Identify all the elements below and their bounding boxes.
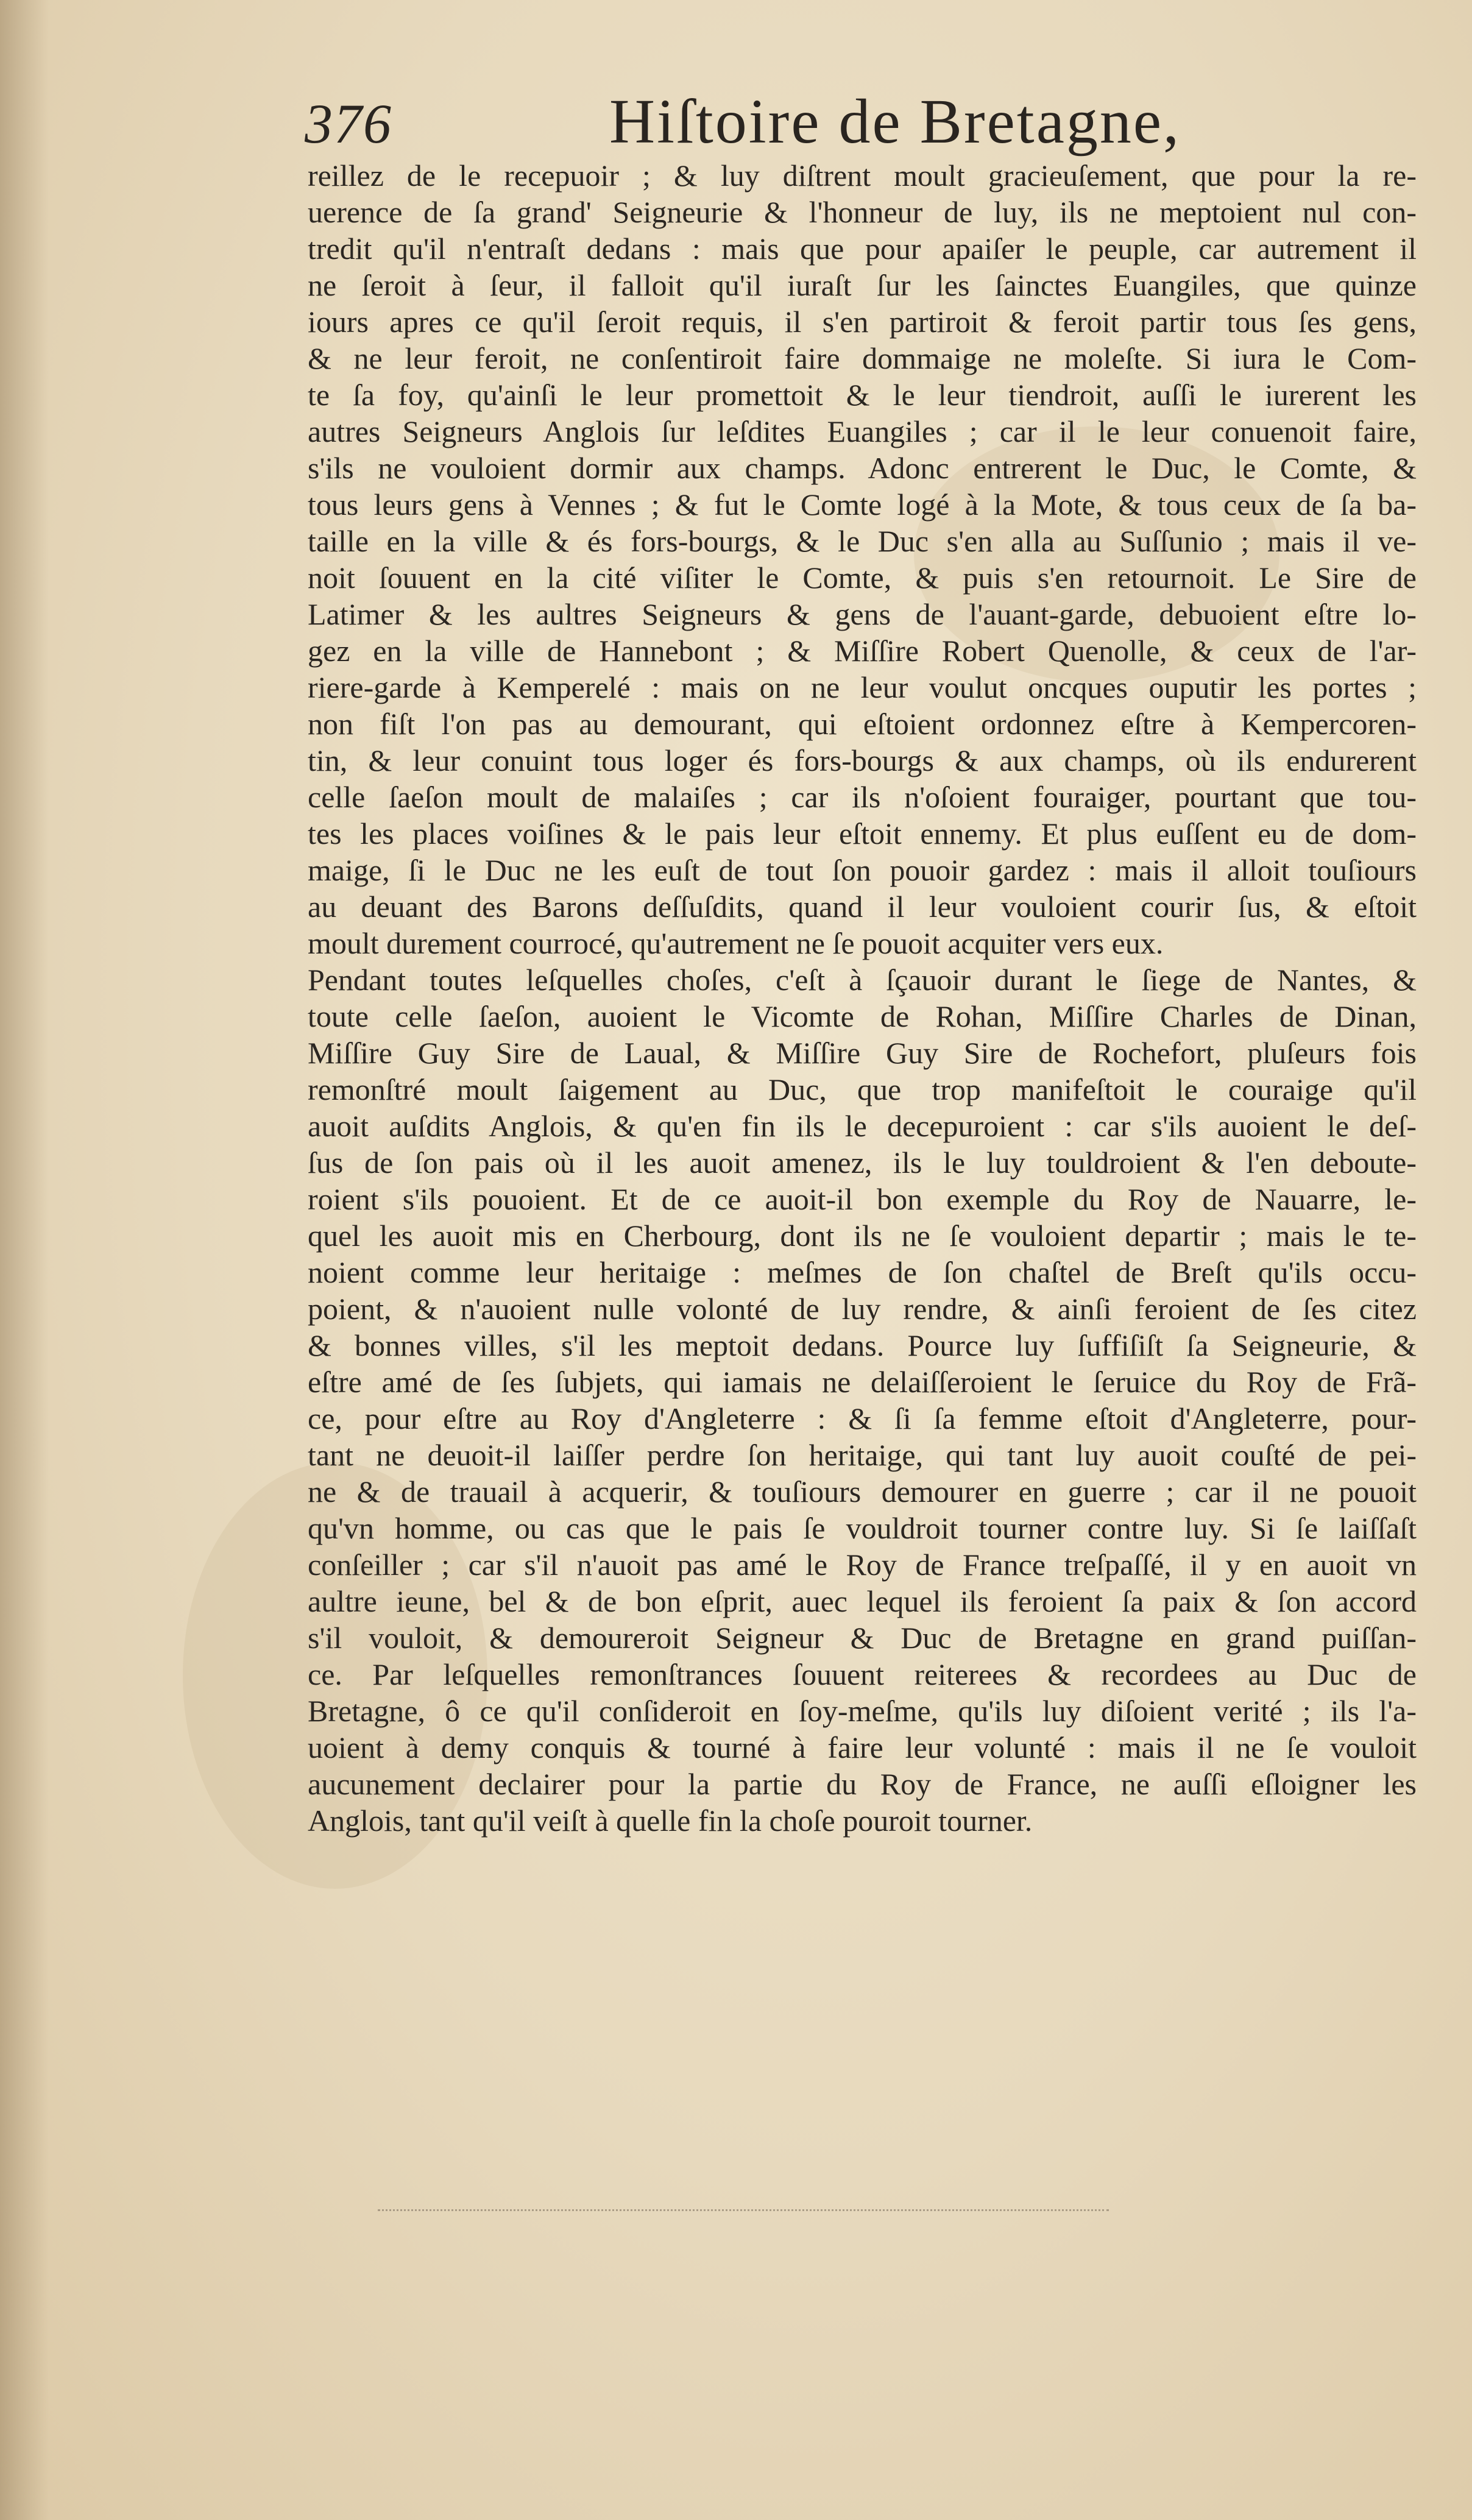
text-line: tant ne deuoit-il laiſſer perdre ſon heritaige, qui tant luy auoit couſté de pei- [308, 1438, 1417, 1472]
text-line: au deuant des Barons deſſuſdits, quand il leur vouloient courir ſus, & eſtoit [308, 890, 1417, 924]
text-line: celle ſaeſon moult de malaiſes ; car ils n'oſoient fouraiger, pourtant que tou- [308, 780, 1417, 814]
text-line: ne ſeroit à ſeur, il falloit qu'il iuraſt ſur les ſainctes Euangiles, que quinze [308, 268, 1417, 302]
text-line: ne & de trauail à acquerir, & touſiours demourer en guerre ; car il ne pouoit [308, 1474, 1417, 1509]
text-line: iours apres ce qu'il ſeroit requis, il s'en partiroit & feroit partir tous ſes gens, [308, 305, 1417, 339]
text-line: roient s'ils pouoient. Et de ce auoit-il bon exemple du Roy de Nauarre, le- [308, 1182, 1417, 1216]
text-line: Miſſire Guy Sire de Laual, & Miſſire Guy Sire de Rochefort, pluſeurs fois [308, 1036, 1417, 1070]
text-line: moult durement courrocé, qu'autrement ne ſe pouoit acquiter vers eux. [308, 926, 1164, 960]
text-line: & bonnes villes, s'il les meptoit dedans. Pource luy ſuffiſiſt ſa Seigneurie, & [308, 1328, 1417, 1362]
text-line: uerence de ſa grand' Seigneurie & l'honneur de luy, ils ne meptoient nul con- [308, 195, 1417, 229]
text-line: qu'vn homme, ou cas que le pais ſe vouldroit tourner contre luy. Si ſe laiſſaſt [308, 1511, 1417, 1545]
text-line: tredit qu'il n'entraſt dedans : mais que pour apaiſer le peuple, car autrement il [308, 232, 1417, 266]
text-line: poient, & n'auoient nulle volonté de luy rendre, & ainſi feroient de ſes citez [308, 1292, 1417, 1326]
text-line: tin, & leur conuint tous loger és fors-bourgs & aux champs, où ils endurerent [308, 743, 1417, 777]
text-line: eſtre amé de ſes ſubjets, qui iamais ne delaiſſeroient le ſeruice du Roy de Frã- [308, 1365, 1417, 1399]
text-line: aultre ieune, bel & de bon eſprit, auec lequel ils feroient ſa paix & ſon accord [308, 1584, 1417, 1618]
text-line: gez en la ville de Hannebont ; & Miſſire Robert Quenolle, & ceux de l'ar- [308, 634, 1417, 668]
page-header [305, 73, 1194, 165]
print-rule [378, 2209, 1109, 2214]
text-line: toute celle ſaeſon, auoient le Vicomte de Rohan, Miſſire Charles de Dinan, [308, 999, 1417, 1033]
text-line: Pendant toutes leſquelles choſes, c'eſt à ſçauoir durant le ſiege de Nantes, & [308, 963, 1417, 997]
text-line: noit ſouuent en la cité viſiter le Comte, & puis s'en retournoit. Le Sire de [308, 561, 1417, 595]
text-line: reillez de le recepuoir ; & luy diſtrent moult gracieuſement, que pour la re- [308, 158, 1417, 193]
text-line: & ne leur feroit, ne conſentiroit faire dommaige ne moleſte. Si iura le Com- [308, 341, 1417, 375]
body-text [308, 157, 1417, 1839]
page-number: 376 [305, 93, 392, 155]
text-line: s'il vouloit, & demoureroit Seigneur & Duc de Bretagne en grand puiſſan- [308, 1621, 1417, 1655]
text-line: auoit auſdits Anglois, & qu'en fin ils le decepuroient : car s'ils auoient le deſ- [308, 1109, 1417, 1143]
text-line: noient comme leur heritaige : meſmes de ſon chaſtel de Breſt qu'ils occu- [308, 1255, 1417, 1289]
text-line: tes les places voiſines & le pais leur eſtoit ennemy. Et plus euſſent eu de dom- [308, 816, 1417, 851]
text-line: aucunement declairer pour la partie du Roy de France, ne auſſi eſloigner les [308, 1767, 1417, 1801]
text-line: Latimer & les aultres Seigneurs & gens de l'auant-garde, debuoient eſtre lo- [308, 597, 1417, 631]
text-line: maige, ſi le Duc ne les euſt de tout ſon pouoir gardez : mais il alloit touſiours [308, 853, 1417, 887]
text-line: conſeiller ; car s'il n'auoit pas amé le Roy de France treſpaſſé, il y en auoit vn [308, 1548, 1417, 1582]
text-line: quel les auoit mis en Cherbourg, dont ils ne ſe vouloient departir ; mais le te- [308, 1219, 1417, 1253]
text-line: Anglois, tant qu'il veiſt à quelle fin la choſe pouroit tourner. [308, 1803, 1033, 1838]
text-line: taille en la ville & és fors-bourgs, & le Duc s'en alla au Suſſunio ; mais il ve- [308, 524, 1417, 558]
text-line: tous leurs gens à Vennes ; & fut le Comte logé à la Mote, & tous ceux de ſa ba- [308, 487, 1417, 522]
text-line: autres Seigneurs Anglois ſur leſdites Euangiles ; car il le leur conuenoit faire, [308, 414, 1417, 448]
text-line: riere-garde à Kemperelé : mais on ne leur voulut oncques ouputir les portes ; [308, 670, 1417, 704]
text-line: remonſtré moult ſaigement au Duc, que trop manifeſtoit le couraige qu'il [308, 1072, 1417, 1106]
binding-shadow [0, 0, 49, 2520]
text-line: ce. Par leſquelles remonſtrances ſouuent reiterees & recordees au Duc de [308, 1657, 1417, 1691]
text-line: uoient à demy conquis & tourné à faire leur volunté : mais il ne ſe vouloit [308, 1730, 1417, 1764]
text-line: non fiſt l'on pas au demourant, qui eſtoient ordonnez eſtre à Kempercoren- [308, 707, 1417, 741]
running-title: Hiſtoire de Bretagne, [609, 87, 1181, 157]
text-line: ce, pour eſtre au Roy d'Angleterre : & ſi ſa femme eſtoit d'Angleterre, pour- [308, 1401, 1417, 1435]
text-line: s'ils ne vouloient dormir aux champs. Adonc entrerent le Duc, le Comte, & [308, 451, 1417, 485]
text-line: Bretagne, ô ce qu'il conſideroit en ſoy-meſme, qu'ils luy diſoient verité ; ils l'a- [308, 1694, 1417, 1728]
text-line: te ſa foy, qu'ainſi le leur promettoit & le leur tiendroit, auſſi le iurerent les [308, 378, 1417, 412]
text-line: ſus de ſon pais où il les auoit amenez, ils le luy touldroient & l'en deboute- [308, 1145, 1417, 1180]
